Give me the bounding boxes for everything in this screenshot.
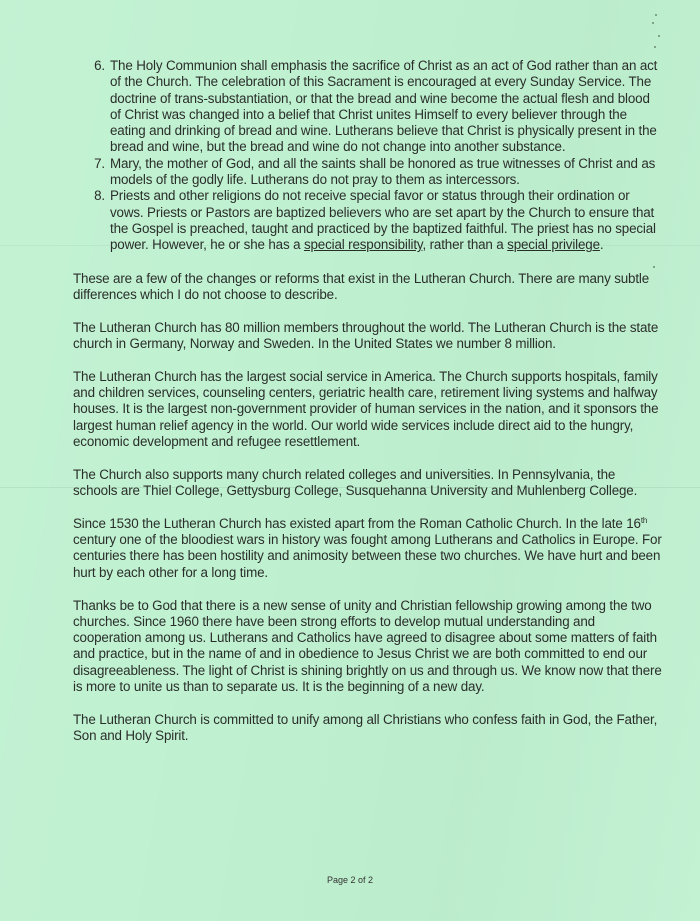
paragraph-colleges: The Church also supports many church related colleges and universities. In Pennsylvania, the schools are Thiel College, Gettysburg College, Susquehanna University and Muhlenberg College. <box>73 466 638 499</box>
list-item-6 <box>87 58 663 156</box>
paragraph-reforms-summary: These are a few of the changes or reforms that exist in the Lutheran Church. There are many subtle differences which I do not choose to describe. <box>73 270 650 302</box>
list-text: The Holy Communion shall emphasis the sacrifice of Christ as an act of God rather than an act of the Church. The celebration of this Sacrament is encouraged at every Sunday Service. The doctrine of trans-substantiation, or that the bread and wine become the actual flesh and blood of Christ was changed into a belief that Christ unites Himself to every believer through the eating and drinking of bread and wine. Lutherans believe that Christ is physically present in the bread and wine, but the bread and wine do not change into another substance. <box>110 58 658 155</box>
list-item-8 <box>87 188 663 253</box>
reforms-list-wrap <box>87 58 663 254</box>
page-number-footer: Page 2 of 2 <box>326 875 374 885</box>
paragraph-membership: The Lutheran Church has 80 million members throughout the world. The Lutheran Church is the state church in Germany, Norway and Sweden. In the United States we number 8 million. <box>73 319 659 351</box>
history-text-2: century one of the bloodiest wars in history was fought among Lutherans and Catholics in Europe. For centuries there has been hostility and animosity between these two churches. We have hurt and been hurt by each other for a long time. <box>73 532 662 580</box>
list-text: Mary, the mother of God, and all the saints shall be honored as true witnesses of Christ and as models of the godly life. Lutherans do not pray to them as intercessors. <box>110 155 656 188</box>
list-number: 7. <box>94 155 105 171</box>
paper-speck <box>658 35 660 37</box>
list-text-middle: , rather than a <box>422 237 508 253</box>
list-text <box>110 188 663 253</box>
ordinal-superscript: th <box>640 515 648 525</box>
reforms-list <box>87 58 663 254</box>
paragraph-unity: Thanks be to God that there is a new sense of unity and Christian fellowship growing among the two churches. Since 1960 there have been strong efforts to develop mutual understanding and cooperation among us. Lutherans and Catholics have agreed to disagree about some matters of faith and practice, but in the name of and in obedience to Jesus Christ we are both committed to end our disagreeableness. The light of Christ is shining brightly on us and through us. We know now that there is more to unite us than to separate us. It is the beginning of a new day. <box>73 597 662 694</box>
list-text-after: . <box>599 237 604 253</box>
paper-speck <box>655 14 657 16</box>
paragraph-history <box>73 516 663 581</box>
list-number: 6. <box>94 58 105 73</box>
underlined-special-privilege: special privilege <box>507 237 600 253</box>
paper-speck <box>654 46 656 48</box>
underlined-special-responsibility: special responsibility <box>303 237 423 253</box>
list-item-7 <box>87 156 663 189</box>
paragraph-commitment: The Lutheran Church is committed to unify among all Christians who confess faith in God, the Father, Son and Holy Spirit. <box>73 711 658 744</box>
spacer <box>73 254 663 271</box>
history-text-1: Since 1530 the Lutheran Church has existed apart from the Roman Catholic Church. In the late 16 <box>73 515 641 531</box>
list-text-before: Priests and other religions do not receive special favor or status through their ordination or vows. Priests or Pastors are baptized believers who are set apart by the Church to ensure that the Gospel is preached, taught and practiced by the baptized faithful. The priest has no special power. However, he or she has a <box>110 188 656 253</box>
paper-speck <box>652 22 654 24</box>
document-body <box>73 58 663 761</box>
paragraph-social-service: The Lutheran Church has the largest social service in America. The Church supports hospitals, family and children services, counseling centers, geriatric health care, retirement living systems and halfway houses. It is the largest non-government provider of human services in the nation, and it sponsors the largest human relief agency in the world. Our world wide services include direct aid to the hungry, economic development and refugee resettlement. <box>73 368 659 449</box>
list-number: 8. <box>94 188 105 204</box>
